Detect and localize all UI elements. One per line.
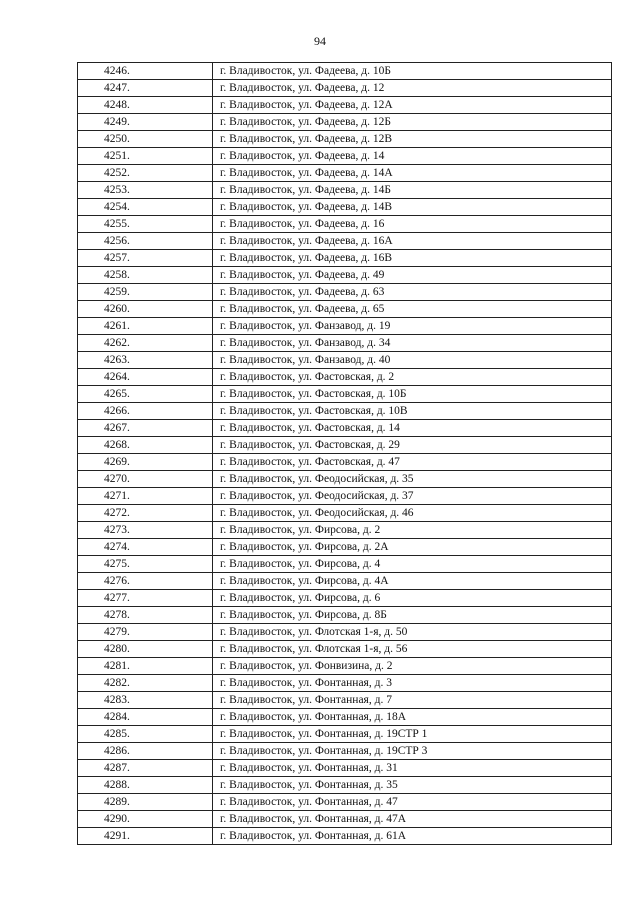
row-number: 4253. (78, 182, 213, 199)
row-number: 4277. (78, 590, 213, 607)
row-address: г. Владивосток, ул. Фадеева, д. 12В (213, 131, 612, 148)
row-address: г. Владивосток, ул. Фастовская, д. 10В (213, 403, 612, 420)
row-number: 4249. (78, 114, 213, 131)
row-address: г. Владивосток, ул. Феодосийская, д. 35 (213, 471, 612, 488)
row-number: 4291. (78, 828, 213, 845)
row-address: г. Владивосток, ул. Фастовская, д. 14 (213, 420, 612, 437)
table-row (78, 488, 612, 505)
address-table (77, 62, 612, 845)
row-number: 4272. (78, 505, 213, 522)
row-number: 4281. (78, 658, 213, 675)
row-number: 4247. (78, 80, 213, 97)
row-address: г. Владивосток, ул. Фонтанная, д. 19СТР 1 (213, 726, 612, 743)
row-number: 4270. (78, 471, 213, 488)
row-number: 4278. (78, 607, 213, 624)
table-row (78, 624, 612, 641)
row-address: г. Владивосток, ул. Фанзавод, д. 19 (213, 318, 612, 335)
table-row (78, 556, 612, 573)
row-number: 4246. (78, 63, 213, 80)
row-address: г. Владивосток, ул. Фонтанная, д. 47 (213, 794, 612, 811)
row-number: 4250. (78, 131, 213, 148)
table-row (78, 471, 612, 488)
table-row (78, 284, 612, 301)
table-row (78, 114, 612, 131)
row-number: 4279. (78, 624, 213, 641)
row-address: г. Владивосток, ул. Фанзавод, д. 34 (213, 335, 612, 352)
table-row (78, 641, 612, 658)
row-address: г. Владивосток, ул. Фирсова, д. 2А (213, 539, 612, 556)
row-number: 4265. (78, 386, 213, 403)
table-row (78, 573, 612, 590)
row-number: 4258. (78, 267, 213, 284)
row-number: 4259. (78, 284, 213, 301)
table-row (78, 692, 612, 709)
table-row (78, 131, 612, 148)
row-address: г. Владивосток, ул. Фонтанная, д. 18А (213, 709, 612, 726)
row-address: г. Владивосток, ул. Фонтанная, д. 31 (213, 760, 612, 777)
table-row (78, 777, 612, 794)
row-number: 4264. (78, 369, 213, 386)
table-row (78, 454, 612, 471)
table-row (78, 522, 612, 539)
row-address: г. Владивосток, ул. Фастовская, д. 10Б (213, 386, 612, 403)
row-address: г. Владивосток, ул. Фадеева, д. 49 (213, 267, 612, 284)
row-address: г. Владивосток, ул. Фадеева, д. 12 (213, 80, 612, 97)
row-number: 4263. (78, 352, 213, 369)
row-address: г. Владивосток, ул. Фирсова, д. 4А (213, 573, 612, 590)
table-row (78, 505, 612, 522)
row-number: 4280. (78, 641, 213, 658)
row-number: 4266. (78, 403, 213, 420)
row-address: г. Владивосток, ул. Фирсова, д. 4 (213, 556, 612, 573)
table-row (78, 794, 612, 811)
row-address: г. Владивосток, ул. Фадеева, д. 16А (213, 233, 612, 250)
row-address: г. Владивосток, ул. Феодосийская, д. 37 (213, 488, 612, 505)
row-address: г. Владивосток, ул. Фастовская, д. 29 (213, 437, 612, 454)
table-row (78, 437, 612, 454)
row-address: г. Владивосток, ул. Фонтанная, д. 7 (213, 692, 612, 709)
row-number: 4267. (78, 420, 213, 437)
row-number: 4268. (78, 437, 213, 454)
table-row (78, 97, 612, 114)
table-row (78, 403, 612, 420)
table-row (78, 658, 612, 675)
row-address: г. Владивосток, ул. Флотская 1-я, д. 50 (213, 624, 612, 641)
table-row (78, 420, 612, 437)
row-address: г. Владивосток, ул. Фонтанная, д. 47А (213, 811, 612, 828)
address-table-body (78, 63, 612, 845)
row-number: 4260. (78, 301, 213, 318)
table-row (78, 199, 612, 216)
row-address: г. Владивосток, ул. Фонтанная, д. 3 (213, 675, 612, 692)
row-number: 4269. (78, 454, 213, 471)
row-address: г. Владивосток, ул. Фадеева, д. 12Б (213, 114, 612, 131)
row-number: 4248. (78, 97, 213, 114)
row-number: 4254. (78, 199, 213, 216)
table-row (78, 335, 612, 352)
table-row (78, 828, 612, 845)
row-address: г. Владивосток, ул. Феодосийская, д. 46 (213, 505, 612, 522)
table-row (78, 216, 612, 233)
table-row (78, 318, 612, 335)
table-row (78, 369, 612, 386)
row-address: г. Владивосток, ул. Фадеева, д. 14Б (213, 182, 612, 199)
row-number: 4274. (78, 539, 213, 556)
row-address: г. Владивосток, ул. Фонтанная, д. 35 (213, 777, 612, 794)
row-address: г. Владивосток, ул. Фирсова, д. 2 (213, 522, 612, 539)
table-row (78, 352, 612, 369)
row-number: 4282. (78, 675, 213, 692)
row-number: 4273. (78, 522, 213, 539)
row-number: 4256. (78, 233, 213, 250)
table-row (78, 760, 612, 777)
table-row (78, 539, 612, 556)
row-number: 4284. (78, 709, 213, 726)
row-number: 4286. (78, 743, 213, 760)
table-row (78, 267, 612, 284)
table-row (78, 80, 612, 97)
table-row (78, 148, 612, 165)
table-row (78, 63, 612, 80)
row-number: 4289. (78, 794, 213, 811)
table-row (78, 726, 612, 743)
row-number: 4276. (78, 573, 213, 590)
row-address: г. Владивосток, ул. Фадеева, д. 12А (213, 97, 612, 114)
table-row (78, 182, 612, 199)
row-number: 4290. (78, 811, 213, 828)
row-number: 4261. (78, 318, 213, 335)
row-address: г. Владивосток, ул. Фастовская, д. 47 (213, 454, 612, 471)
row-address: г. Владивосток, ул. Фадеева, д. 16 (213, 216, 612, 233)
table-row (78, 386, 612, 403)
row-address: г. Владивосток, ул. Фадеева, д. 63 (213, 284, 612, 301)
row-address: г. Владивосток, ул. Фастовская, д. 2 (213, 369, 612, 386)
table-row (78, 165, 612, 182)
row-number: 4271. (78, 488, 213, 505)
table-row (78, 590, 612, 607)
row-number: 4252. (78, 165, 213, 182)
row-number: 4262. (78, 335, 213, 352)
row-number: 4275. (78, 556, 213, 573)
table-row (78, 607, 612, 624)
row-address: г. Владивосток, ул. Фанзавод, д. 40 (213, 352, 612, 369)
table-row (78, 250, 612, 267)
row-address: г. Владивосток, ул. Фадеева, д. 16В (213, 250, 612, 267)
table-row (78, 811, 612, 828)
table-row (78, 743, 612, 760)
row-address: г. Владивосток, ул. Фирсова, д. 6 (213, 590, 612, 607)
page-number: 94 (314, 34, 326, 48)
row-address: г. Владивосток, ул. Фадеева, д. 10Б (213, 63, 612, 80)
row-number: 4287. (78, 760, 213, 777)
row-number: 4288. (78, 777, 213, 794)
row-number: 4257. (78, 250, 213, 267)
row-address: г. Владивосток, ул. Фадеева, д. 14А (213, 165, 612, 182)
row-address: г. Владивосток, ул. Фонтанная, д. 19СТР 3 (213, 743, 612, 760)
row-address: г. Владивосток, ул. Фадеева, д. 65 (213, 301, 612, 318)
row-address: г. Владивосток, ул. Фирсова, д. 8Б (213, 607, 612, 624)
table-row (78, 301, 612, 318)
table-row (78, 233, 612, 250)
row-number: 4251. (78, 148, 213, 165)
row-address: г. Владивосток, ул. Фонтанная, д. 61А (213, 828, 612, 845)
table-row (78, 675, 612, 692)
row-address: г. Владивосток, ул. Фадеева, д. 14 (213, 148, 612, 165)
row-address: г. Владивосток, ул. Флотская 1-я, д. 56 (213, 641, 612, 658)
row-number: 4283. (78, 692, 213, 709)
row-address: г. Владивосток, ул. Фонвизина, д. 2 (213, 658, 612, 675)
row-address: г. Владивосток, ул. Фадеева, д. 14В (213, 199, 612, 216)
row-number: 4285. (78, 726, 213, 743)
table-row (78, 709, 612, 726)
row-number: 4255. (78, 216, 213, 233)
